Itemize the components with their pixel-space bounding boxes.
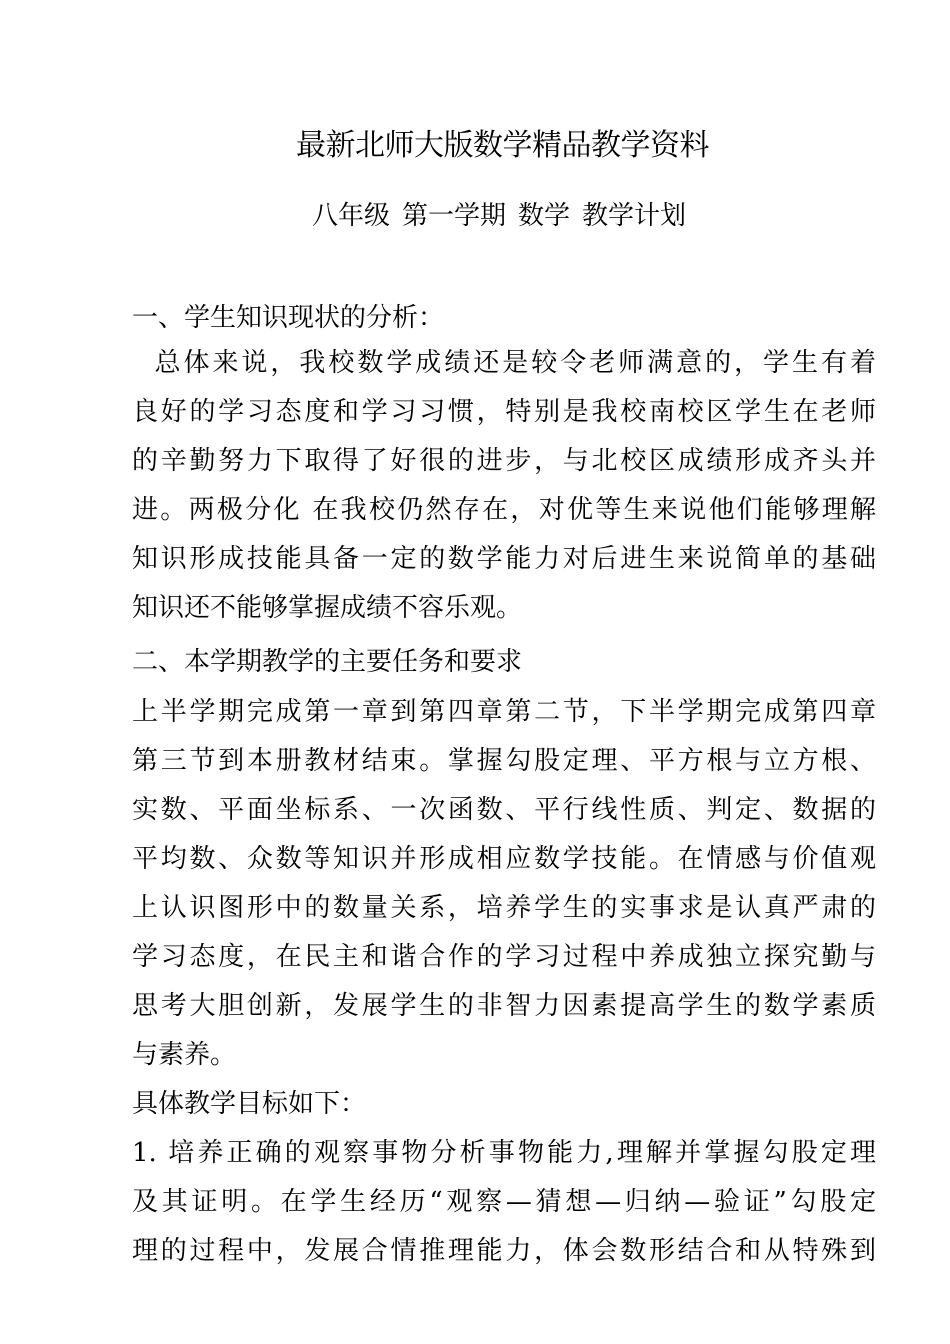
document-subtitle [312,197,698,235]
subtitle-subject: 数学 [518,201,571,231]
paragraph-line: 思考大胆创新，发展学生的非智力因素提高学生的数学素质 [132,991,876,1021]
paragraph-line: 总体来说，我校数学成绩还是较令老师满意的，学生有着 [132,348,876,378]
section-1-heading: 一、学生知识现状的分析： [132,303,445,333]
subtitle-grade: 八年级 [312,201,391,231]
paragraph-line: 学习态度，在民主和谐合作的学习过程中养成独立探究勤与 [132,942,876,972]
paragraph-line: 进。两极分化 在我校仍然存在，对优等生来说他们能够理解 [132,495,876,525]
section-2-heading: 二、本学期教学的主要任务和要求 [132,647,523,677]
subtitle-term: 第一学期 [402,201,507,231]
paragraph-line: 实数、平面坐标系、一次函数、平行线性质、判定、数据的 [132,795,876,825]
paragraph-line: 上认识图形中的数量关系，培养学生的实事求是认真严肃的 [132,893,876,923]
paragraph-line: 平均数、众数等知识并形成相应数学技能。在情感与价值观 [132,844,876,874]
paragraph-line: 上半学期完成第一章到第四章第二节，下半学期完成第四章 [132,697,876,727]
paragraph-line: 良好的学习态度和学习习惯，特别是我校南校区学生在老师 [132,397,876,427]
paragraph-line: 的辛勤努力下取得了好很的进步，与北校区成绩形成齐头并 [132,446,876,476]
goal-1-line: 理的过程中，发展合情推理能力，体会数形结合和从特殊到 [132,1236,876,1266]
section-2-paragraph [132,688,876,1276]
goal-1-line: 及其证明。在学生经历“观察—猜想—归纳—验证”勾股定 [132,1187,876,1217]
paragraph-line: 知识还不能够掌握成绩不容乐观。 [132,593,523,623]
section-1-paragraph [132,339,876,633]
subtitle-type: 教学计划 [582,201,687,231]
paragraph-line: 与素养。 [132,1040,237,1070]
goal-1-line: 1. 培养正确的观察事物分析事物能力,理解并掌握勾股定理 [132,1138,876,1168]
paragraph-line: 第三节到本册教材结束。掌握勾股定理、平方根与立方根、 [132,746,876,776]
document-title: 最新北师大版数学精品教学资料 [296,128,709,163]
paragraph-line: 知识形成技能具备一定的数学能力对后进生来说简单的基础 [132,544,876,574]
goals-intro: 具体教学目标如下： [132,1089,367,1119]
